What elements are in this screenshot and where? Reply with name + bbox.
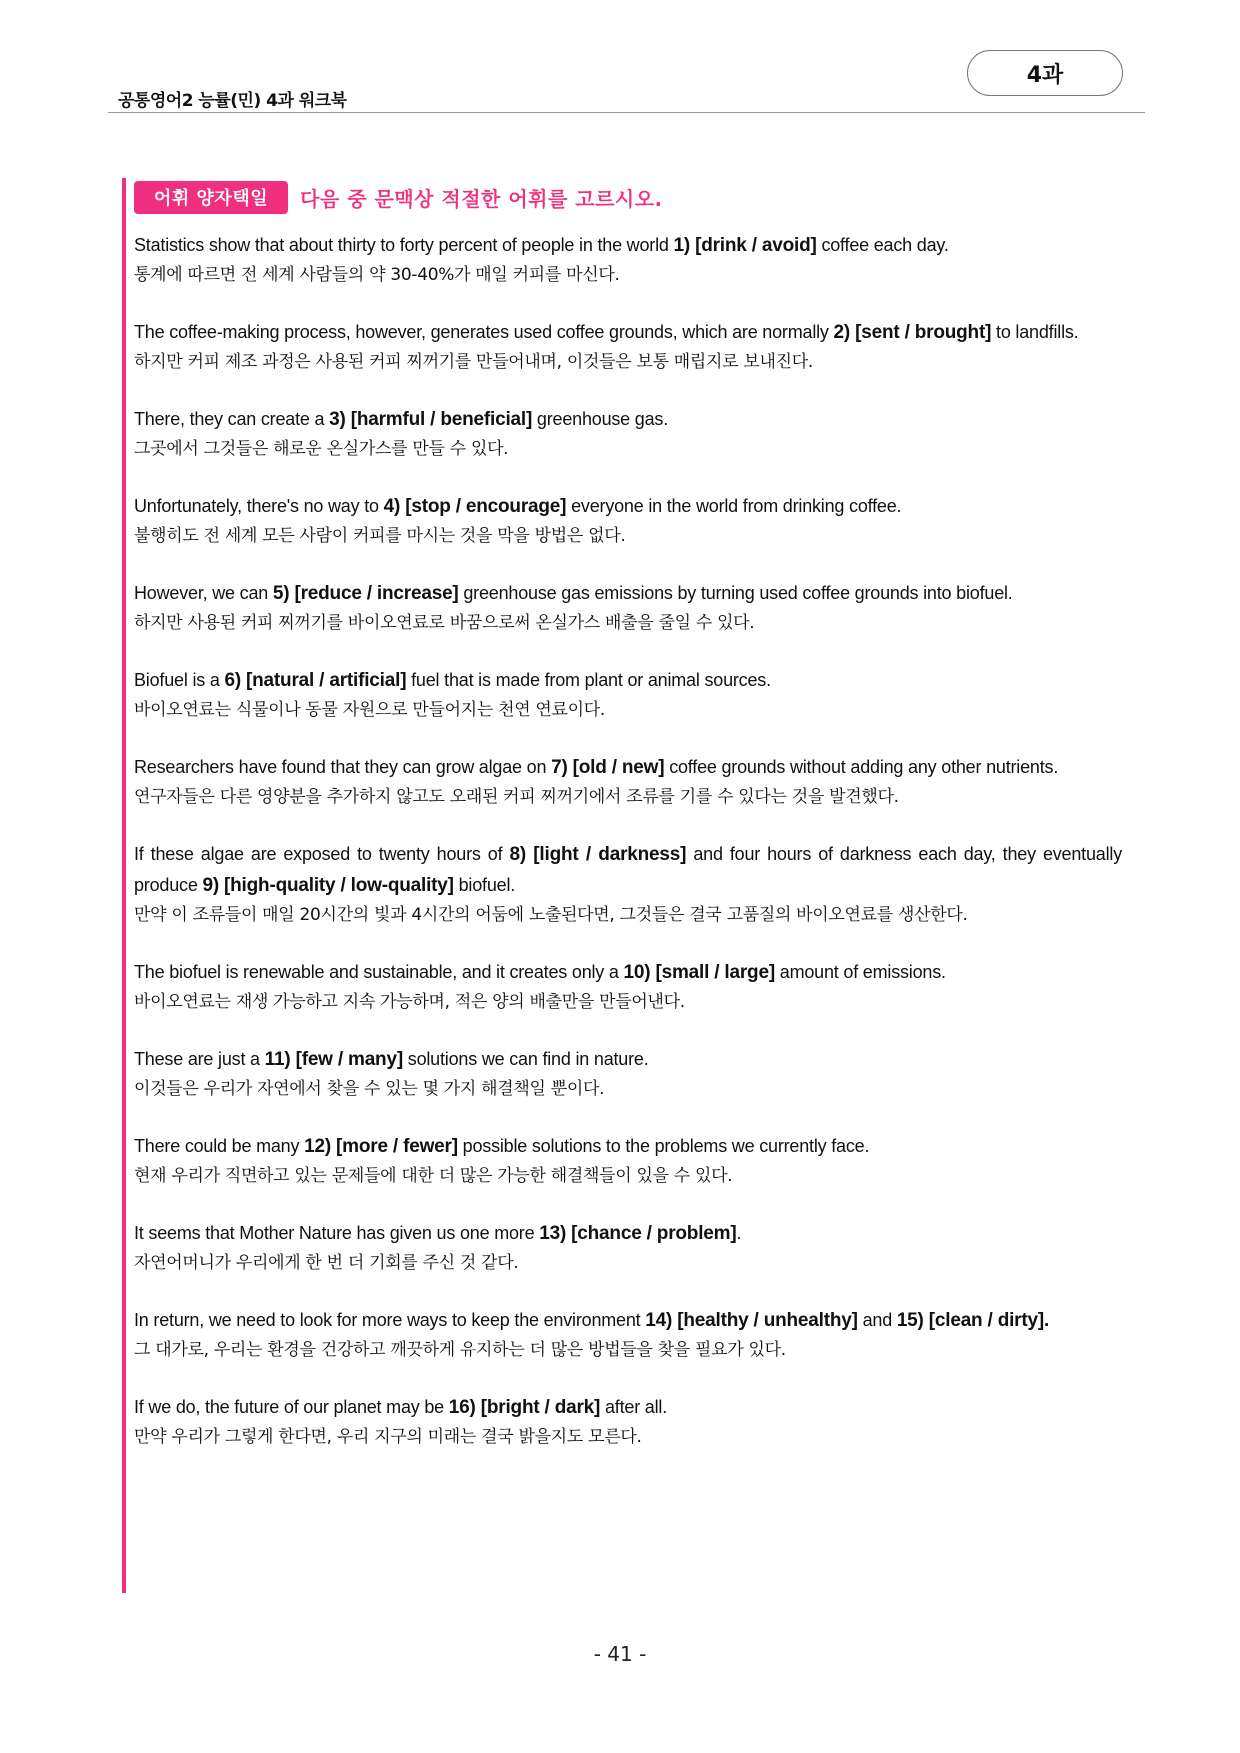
- korean-translation: 이것들은 우리가 자연에서 찾을 수 있는 몇 가지 해결책일 뿐이다.: [134, 1079, 605, 1099]
- choice-bracket[interactable]: 13) [chance / problem]: [539, 1223, 737, 1244]
- header-divider: [108, 112, 1145, 113]
- choice-bracket[interactable]: 10) [small / large]: [623, 962, 775, 983]
- choice-bracket[interactable]: 14) [healthy / unhealthy]: [645, 1310, 858, 1331]
- english-sentence: There, they can create a 3) [harmful / beneficial] greenhouse gas.: [134, 409, 669, 430]
- choice-bracket[interactable]: 12) [more / fewer]: [304, 1136, 458, 1157]
- choice-bracket[interactable]: 6) [natural / artificial]: [224, 670, 407, 691]
- korean-translation: 자연어머니가 우리에게 한 번 더 기회를 주신 것 같다.: [134, 1253, 519, 1273]
- english-sentence: However, we can 5) [reduce / increase] greenhouse gas emissions by turning used coffee grounds into biofuel.: [134, 583, 1013, 604]
- english-sentence: There could be many 12) [more / fewer] possible solutions to the problems we currently face.: [134, 1136, 870, 1157]
- section-heading: [134, 181, 663, 214]
- lesson-badge: 4과: [967, 50, 1123, 96]
- question-item: [134, 1044, 1122, 1103]
- choice-bracket[interactable]: 5) [reduce / increase]: [272, 583, 459, 604]
- korean-translation: 하지만 사용된 커피 찌꺼기를 바이오연료로 바꿈으로써 온실가스 배출을 줄일 수 있다.: [134, 613, 755, 633]
- question-item: [134, 230, 1122, 289]
- english-sentence: The biofuel is renewable and sustainable, and it creates only a 10) [small / large] amount of emissions.: [134, 962, 946, 983]
- korean-translation: 만약 이 조류들이 매일 20시간의 빛과 4시간의 어둠에 노출된다면, 그것들은 결국 고품질의 바이오연료를 생산한다.: [134, 905, 968, 925]
- korean-translation: 바이오연료는 식물이나 동물 자원으로 만들어지는 천연 연료이다.: [134, 700, 606, 720]
- korean-translation: 불행히도 전 세계 모든 사람이 커피를 마시는 것을 막을 방법은 없다.: [134, 526, 626, 546]
- english-sentence: Biofuel is a 6) [natural / artificial] fuel that is made from plant or animal sources.: [134, 670, 771, 691]
- choice-bracket[interactable]: 8) [light / darkness]: [509, 844, 687, 865]
- question-item: [134, 1131, 1122, 1190]
- question-list: [134, 230, 1122, 1479]
- korean-translation: 그곳에서 그것들은 해로운 온실가스를 만들 수 있다.: [134, 439, 509, 459]
- page-header-title: 공통영어2 능률(민) 4과 워크북: [118, 91, 347, 111]
- question-item: [134, 752, 1122, 811]
- korean-translation: 하지만 커피 제조 과정은 사용된 커피 찌꺼기를 만들어내며, 이것들은 보통 매립지로 보내진다.: [134, 352, 813, 372]
- choice-bracket[interactable]: 4) [stop / encourage]: [383, 496, 567, 517]
- english-sentence: If these algae are exposed to twenty hours of 8) [light / darkness] and four hours of darkness each day, they eventually produce 9) [high-quality / low-quality] biofuel.: [134, 844, 1123, 896]
- question-item: [134, 957, 1122, 1016]
- question-item: [134, 491, 1122, 550]
- choice-bracket[interactable]: 3) [harmful / beneficial]: [329, 409, 533, 430]
- english-sentence: In return, we need to look for more ways to keep the environment 14) [healthy / unhealthy] and 15) [clean / dirty].: [134, 1310, 1050, 1331]
- english-sentence: These are just a 11) [few / many] solutions we can find in nature.: [134, 1049, 649, 1070]
- choice-bracket[interactable]: 15) [clean / dirty].: [896, 1310, 1050, 1331]
- page-number: - 41 -: [593, 1642, 647, 1666]
- korean-translation: 그 대가로, 우리는 환경을 건강하고 깨끗하게 유지하는 더 많은 방법들을 찾을 필요가 있다.: [134, 1340, 786, 1360]
- korean-translation: 만약 우리가 그렇게 한다면, 우리 지구의 미래는 결국 밝을지도 모른다.: [134, 1427, 642, 1447]
- choice-bracket[interactable]: 16) [bright / dark]: [448, 1397, 601, 1418]
- question-item: [134, 404, 1122, 463]
- choice-bracket[interactable]: 9) [high-quality / low-quality]: [202, 875, 454, 896]
- korean-translation: 통계에 따르면 전 세계 사람들의 약 30-40%가 매일 커피를 마신다.: [134, 265, 620, 285]
- question-item: [134, 1305, 1122, 1364]
- korean-translation: 현재 우리가 직면하고 있는 문제들에 대한 더 많은 가능한 해결책들이 있을 수 있다.: [134, 1166, 733, 1186]
- section-instruction: 다음 중 문맥상 적절한 어휘를 고르시오.: [300, 187, 663, 211]
- section-tag: 어휘 양자택일: [134, 181, 288, 214]
- english-sentence: Unfortunately, there's no way to 4) [stop / encourage] everyone in the world from drinking coffee.: [134, 496, 902, 517]
- question-item: [134, 578, 1122, 637]
- english-sentence: Researchers have found that they can grow algae on 7) [old / new] coffee grounds without adding any other nutrients.: [134, 757, 1059, 778]
- choice-bracket[interactable]: 1) [drink / avoid]: [673, 235, 817, 256]
- english-sentence: It seems that Mother Nature has given us one more 13) [chance / problem].: [134, 1223, 742, 1244]
- choice-bracket[interactable]: 2) [sent / brought]: [833, 322, 992, 343]
- choice-bracket[interactable]: 11) [few / many]: [264, 1049, 403, 1070]
- english-sentence: If we do, the future of our planet may be 16) [bright / dark] after all.: [134, 1397, 668, 1418]
- question-item: [134, 317, 1122, 376]
- question-item: [134, 1392, 1122, 1451]
- english-sentence: Statistics show that about thirty to forty percent of people in the world 1) [drink / avoid] coffee each day.: [134, 235, 949, 256]
- korean-translation: 바이오연료는 재생 가능하고 지속 가능하며, 적은 양의 배출만을 만들어낸다.: [134, 992, 685, 1012]
- english-sentence: The coffee-making process, however, generates used coffee grounds, which are normally 2) [sent / brought] to landfills.: [134, 322, 1079, 343]
- question-item: [134, 839, 1122, 929]
- korean-translation: 연구자들은 다른 영양분을 추가하지 않고도 오래된 커피 찌꺼기에서 조류를 기를 수 있다는 것을 발견했다.: [134, 787, 899, 807]
- section-accent-bar: [122, 178, 126, 1593]
- question-item: [134, 665, 1122, 724]
- vocabulary-choice-section: [122, 178, 1122, 1593]
- choice-bracket[interactable]: 7) [old / new]: [551, 757, 665, 778]
- question-item: [134, 1218, 1122, 1277]
